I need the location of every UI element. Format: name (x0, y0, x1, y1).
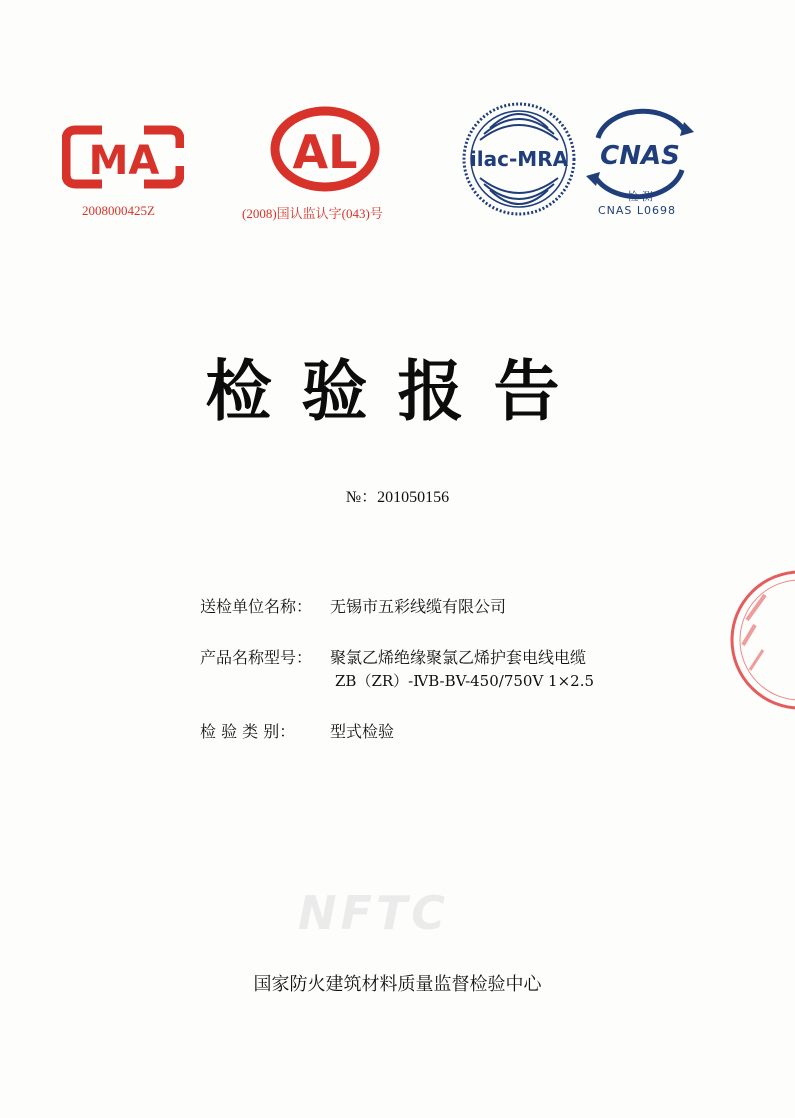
ilac-mra-text: ilac-MRA (469, 147, 569, 171)
cma-logo-text: MA (88, 138, 160, 184)
unit-value: 无锡市五彩线缆有限公司 (330, 597, 507, 616)
issuing-organization: 国家防火建筑材料质量监督检验中心 (253, 974, 542, 995)
report-title: 检验报告 (205, 353, 590, 430)
product-value: 聚氯乙烯绝缘聚氯乙烯护套电线电缆 (330, 648, 587, 667)
nftc-watermark: NFTC (298, 886, 450, 940)
cnas-logo-graphic (584, 108, 696, 204)
unit-label: 送检单位名称： (200, 597, 313, 616)
cal-logo-text: AL (292, 125, 358, 179)
product-label: 产品名称型号： (200, 648, 313, 667)
report-number: №：201050156 (345, 489, 450, 506)
cal-certificate-number: (2008)国认监认字(043)号 (242, 206, 383, 221)
cma-certificate-number: 2008000425Z (82, 203, 155, 218)
cal-logo (270, 106, 380, 196)
cal-logo-graphic (270, 106, 380, 192)
product-model: ZB（ZR）-ⅣB-BV-450/750V 1×2.5 (335, 672, 595, 690)
cnas-accreditation-number: CNAS L0698 (598, 204, 677, 217)
cma-logo (62, 124, 184, 194)
cnas-text: CNAS (600, 141, 680, 171)
ilac-mra-logo (460, 100, 578, 222)
cnas-logo (584, 108, 696, 208)
ilac-mra-logo-graphic (460, 100, 578, 218)
cnas-sub-text: 检 测 (627, 190, 653, 203)
cma-logo-graphic (62, 124, 184, 190)
category-label: 检 验 类 别： (200, 722, 296, 741)
official-seal (725, 565, 795, 719)
category-value: 型式检验 (330, 722, 395, 741)
